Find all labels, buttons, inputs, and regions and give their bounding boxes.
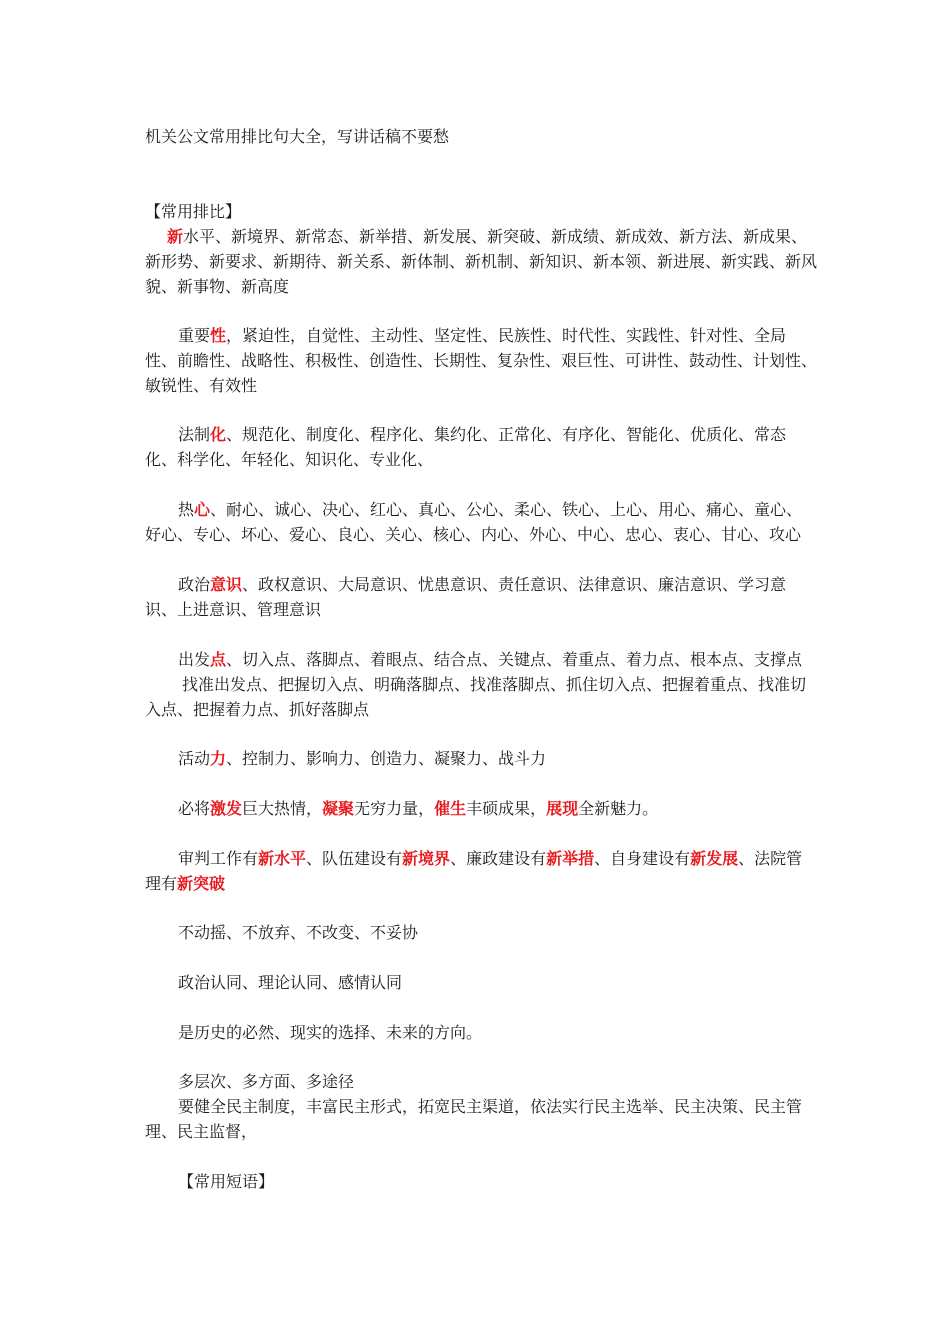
paragraph-xing (145, 323, 817, 398)
paragraph-text: 多层次、多方面、多途径 (178, 1072, 355, 1091)
paragraph-text: 必将 (178, 799, 211, 818)
paragraph-lishi (145, 1020, 817, 1045)
paragraph-new (145, 224, 817, 299)
paragraph-text: 要健全民主制度，丰富民主形式，拓宽民主渠道，依法实行民主选举、民主决策、民主管理、民主监督， (145, 1097, 803, 1141)
paragraph-text: 活动 (178, 749, 211, 768)
paragraph-text: 丰硕成果， (466, 799, 547, 818)
highlight: 点 (210, 650, 227, 669)
highlight: 展现 (546, 799, 579, 818)
paragraph-text: 、规范化、制度化、程序化、集约化、正常化、有序化、智能化、优质化、常态化、科学化、年轻化、知识化、专业化、 (145, 425, 787, 469)
highlight: 激发 (210, 799, 243, 818)
paragraph-text: 、切入点、落脚点、着眼点、结合点、关键点、着重点、着力点、根本点、支撑点 (226, 650, 803, 669)
highlight: 新举措 (546, 849, 595, 868)
highlight: 凝聚 (322, 799, 355, 818)
highlight: 新水平 (258, 849, 307, 868)
section-heading-text: 【常用短语】 (178, 1172, 275, 1191)
highlight: 性 (210, 326, 227, 345)
paragraph-text: 、政权意识、大局意识、忧患意识、责任意识、法律意识、廉洁意识、学习意识、上进意识、管理意识 (145, 575, 787, 619)
paragraph-text: 、耐心、诚心、决心、红心、真心、公心、柔心、铁心、上心、用心、痛心、童心、好心、专心、坏心、爱心、良心、关心、核心、内心、外心、中心、忠心、衷心、甘心、攻心 (145, 500, 803, 544)
highlight: 化 (210, 425, 227, 444)
paragraph-text: 、控制力、影响力、创造力、凝聚力、战斗力 (226, 749, 547, 768)
paragraph-text: 重要 (178, 326, 211, 345)
paragraph-text: 巨大热情， (242, 799, 323, 818)
highlight: 心 (194, 500, 211, 519)
highlight: 新突破 (177, 874, 226, 893)
paragraph-text: 政治认同、理论认同、感情认同 (178, 973, 403, 992)
paragraph-shenpan (145, 846, 817, 896)
section-heading-common-phrases (145, 1169, 817, 1194)
highlight: 力 (210, 749, 227, 768)
paragraph-text: 法制 (178, 425, 211, 444)
paragraph-text: 政治 (178, 575, 211, 594)
paragraph-text: 热 (178, 500, 195, 519)
paragraph-budongyao (145, 920, 817, 945)
paragraph-duocengci (145, 1069, 817, 1094)
paragraph-text: 、队伍建设有 (306, 849, 403, 868)
paragraph-text: 全新魅力。 (578, 799, 659, 818)
paragraph-text: 审判工作有 (178, 849, 259, 868)
paragraph-text: 、廉政建设有 (450, 849, 547, 868)
highlight: 催生 (434, 799, 467, 818)
paragraph-dian (145, 647, 817, 672)
section-heading-common-parallelism: 【常用排比】 (145, 202, 242, 221)
paragraph-dian-extended (145, 672, 817, 722)
paragraph-yishi (145, 572, 817, 622)
paragraph-hua (145, 422, 817, 472)
highlight: 新 (167, 227, 184, 246)
paragraph-text: ，紧迫性，自觉性、主动性、坚定性、民族性、时代性、实践性、针对性、全局性、前瞻性、战略性、积极性、创造性、长期性、复杂性、艰巨性、可讲性、鼓动性、计划性、敏锐性、有效性 (145, 326, 818, 395)
highlight: 新发展 (690, 849, 739, 868)
paragraph-text: 是历史的必然、现实的选择、未来的方向。 (178, 1023, 483, 1042)
paragraph-li (145, 746, 817, 771)
document-title: 机关公文常用排比句大全，写讲话稿不要愁 (145, 127, 450, 146)
highlight: 意识 (210, 575, 243, 594)
paragraph-text: 找准出发点、把握切入点、明确落脚点、找准落脚点、抓住切入点、把握着重点、找准切入点、把握着力点、抓好落脚点 (145, 675, 807, 719)
paragraph-minzhu (145, 1094, 817, 1144)
paragraph-bijiang (145, 796, 817, 821)
paragraph-text: 不动摇、不放弃、不改变、不妥协 (178, 923, 419, 942)
paragraph-xin (145, 497, 817, 547)
paragraph-text: 、法院管理有 (145, 849, 803, 893)
highlight: 新境界 (402, 849, 451, 868)
paragraph-text: 出发 (178, 650, 211, 669)
paragraph-text: 水平、新境界、新常态、新举措、新发展、新突破、新成绩、新成效、新方法、新成果、新形势、新要求、新期待、新关系、新体制、新机制、新知识、新本领、新进展、新实践、新风貌、新事物、新高度 (145, 227, 818, 296)
paragraph-zhengzhi-rentong (145, 970, 817, 995)
paragraph-text: 无穷力量， (354, 799, 435, 818)
paragraph-text: 、自身建设有 (594, 849, 691, 868)
